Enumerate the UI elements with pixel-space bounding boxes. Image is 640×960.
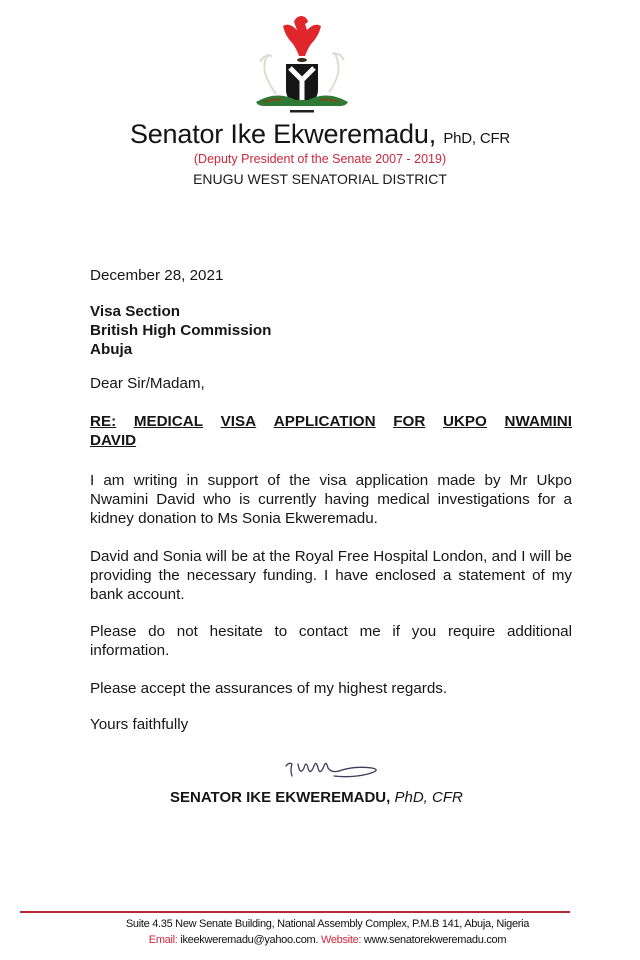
subject-line-1	[90, 412, 572, 431]
subject-word: UKPO	[442, 413, 487, 430]
senator-credentials: PhD, CFR	[443, 130, 511, 147]
eagle-icon	[283, 16, 321, 62]
recipient-line: Visa Section	[90, 303, 181, 320]
subject-line-2: DAVID	[90, 432, 137, 449]
paragraph-funding: David and Sonia will be at the Royal Free Hospital London, and I will be providing the necessary funding. I have enclosed a statement of my bank account.	[90, 548, 572, 603]
letterhead-name	[0, 119, 640, 150]
horse-right-icon	[329, 52, 344, 92]
footer-address: Suite 4.35 New Senate Building, National Assembly Complex, P.M.B 141, Abuja, Nigeria	[125, 918, 530, 930]
subject-line	[90, 412, 572, 450]
footer-contact	[0, 934, 640, 946]
email-label: Email:	[148, 934, 178, 946]
signatory-credentials: PhD, CFR	[394, 789, 463, 806]
subject-word: NWAMINI	[504, 413, 572, 430]
subject-word: APPLICATION	[273, 413, 376, 430]
subject-word: VISA	[220, 413, 257, 430]
closing: Yours faithfully	[90, 716, 189, 733]
handwritten-signature	[280, 752, 400, 782]
website-label: Website:	[320, 934, 362, 946]
recipient-address	[90, 302, 572, 359]
senatorial-district: ENUGU WEST SENATORIAL DISTRICT	[193, 171, 447, 187]
subject-word: FOR	[393, 413, 426, 430]
subject-word: RE:	[90, 413, 117, 430]
paragraph-regards: Please accept the assurances of my highest regards.	[90, 680, 448, 697]
recipient-line: British High Commission	[90, 322, 272, 339]
paragraph-contact: Please do not hesitate to contact me if you require additional information.	[90, 623, 572, 659]
email-link[interactable]: ikeekweremadu@yahoo.com.	[180, 934, 319, 946]
signatory-name: SENATOR IKE EKWEREMADU,	[170, 789, 391, 806]
salutation: Dear Sir/Madam,	[90, 375, 205, 392]
former-role: (Deputy President of the Senate 2007 - 2019)	[193, 152, 447, 166]
signatory	[170, 789, 463, 806]
horse-left-icon	[260, 54, 276, 94]
senator-name: Senator Ike Ekweremadu,	[129, 119, 436, 149]
paragraph-support: I am writing in support of the visa application made by Mr Ukpo Nwamini David who is currently having medical investigations for a kidney donation to Ms Sonia Ekweremadu.	[90, 472, 572, 527]
recipient-line: Abuja	[90, 341, 133, 358]
footer-divider	[20, 911, 570, 913]
website-link[interactable]: www.senatorekweremadu.com	[363, 934, 507, 946]
coat-of-arms-logo	[250, 14, 354, 114]
letter-date: December 28, 2021	[90, 267, 224, 284]
subject-word: MEDICAL	[133, 413, 203, 430]
